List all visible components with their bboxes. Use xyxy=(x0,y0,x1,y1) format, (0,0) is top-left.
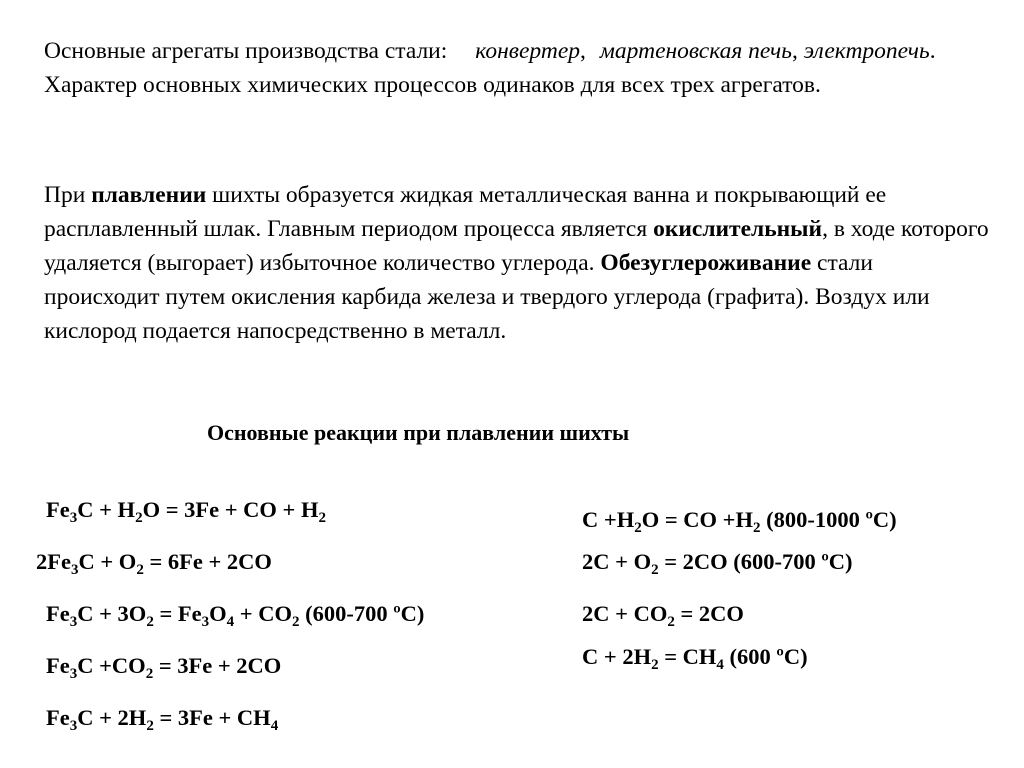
reaction-left-5 xyxy=(46,704,278,732)
melting-bold-1: плавлении xyxy=(91,182,207,208)
subscript: 2 xyxy=(291,614,300,630)
subscript: 2 xyxy=(145,666,154,682)
subscript: 2 xyxy=(146,614,154,630)
formula-text: = CH xyxy=(658,644,717,669)
subscript: 2 xyxy=(752,520,761,536)
formula-text: Fe xyxy=(46,653,70,678)
formula-text: (600-700 ºC) xyxy=(299,601,425,626)
formula-text: C +CO xyxy=(77,653,146,678)
formula-text: Fe xyxy=(46,497,70,522)
subscript: 2 xyxy=(667,614,675,630)
formula-text: O xyxy=(209,601,227,626)
intro-sep-1: , xyxy=(580,38,586,64)
intro-sep-2: , xyxy=(791,38,798,64)
unit-converter: конвертер xyxy=(475,38,581,64)
formula-text: O = 3Fe + CO + H xyxy=(142,497,319,522)
reaction-left-3 xyxy=(46,600,424,628)
formula-text: 2C + CO xyxy=(582,601,668,626)
melting-paragraph xyxy=(44,178,994,348)
melting-text-1: При xyxy=(44,182,92,208)
subscript: 2 xyxy=(146,718,154,734)
reaction-left-2 xyxy=(36,548,272,576)
subscript: 2 xyxy=(136,562,144,578)
formula-text: C + O xyxy=(78,549,137,574)
intro-lead: Основные агрегаты производства стали: xyxy=(44,38,448,64)
formula-text: O = CO +H xyxy=(641,507,753,532)
formula-text: = 3Fe + 2CO xyxy=(153,653,282,678)
formula-text: C + 2H xyxy=(582,644,652,669)
subscript: 3 xyxy=(70,562,79,578)
formula-text: C +H xyxy=(582,507,635,532)
subscript: 3 xyxy=(69,614,78,630)
melting-bold-2: окислительный xyxy=(653,216,823,242)
reaction-right-4 xyxy=(582,643,808,671)
formula-text: (600 ºC) xyxy=(723,644,808,669)
formula-text: = Fe xyxy=(153,601,202,626)
melting-text-2: шихты образуется жидкая металлическая ванна и покрывающий ее расплавленный шлак. Главным периодом процесса является xyxy=(44,182,887,242)
subscript: 2 xyxy=(651,657,659,673)
formula-text: = 6Fe + 2CO xyxy=(143,549,272,574)
melting-text-3: , в ходе которого удаляется (выгорает) избыточное количество углерода. xyxy=(44,216,989,276)
reaction-right-2 xyxy=(582,548,853,576)
reaction-right-1 xyxy=(582,506,897,534)
subscript: 2 xyxy=(651,562,659,578)
subscript: 3 xyxy=(69,718,78,734)
reaction-left-4 xyxy=(46,652,281,680)
melting-bold-3: Обезуглероживание xyxy=(600,250,812,276)
subscript: 4 xyxy=(270,718,279,734)
formula-text: (800-1000 ºC) xyxy=(760,507,897,532)
formula-text: = 2CO xyxy=(674,601,744,626)
formula-text: + CO xyxy=(234,601,292,626)
formula-text: 2C + O xyxy=(582,549,652,574)
subscript: 3 xyxy=(201,614,210,630)
intro-paragraph xyxy=(44,34,994,102)
reactions-title: Основные реакции при плавлении шихты xyxy=(207,420,630,445)
intro-tail: . Характер основных химических процессов одинаков для всех трех агрегатов. xyxy=(44,38,936,98)
subscript: 3 xyxy=(69,510,78,526)
subscript: 3 xyxy=(69,666,78,682)
subscript: 2 xyxy=(135,510,143,526)
subscript: 2 xyxy=(634,520,642,536)
formula-text: Fe xyxy=(46,601,70,626)
melting-text-4: стали происходит путем окисления карбида железа и твердого углерода (графита). Воздух или кислород подается напосредственно в металл. xyxy=(44,250,930,344)
reaction-right-3 xyxy=(582,600,744,628)
formula-text: = 3Fe + CH xyxy=(153,705,271,730)
formula-text: C + H xyxy=(77,497,136,522)
subscript: 2 xyxy=(318,510,327,526)
formula-text: = 2CO (600-700 ºC) xyxy=(658,549,853,574)
unit-open-hearth: мартеновская печь xyxy=(599,38,792,64)
formula-text: C + 3O xyxy=(77,601,147,626)
reaction-left-1 xyxy=(46,496,326,524)
subscript: 4 xyxy=(716,657,724,673)
formula-text: 2Fe xyxy=(36,549,71,574)
subscript: 4 xyxy=(226,614,235,630)
formula-text: Fe xyxy=(46,705,70,730)
unit-electric-furnace: электропечь xyxy=(803,38,930,64)
formula-text: C + 2H xyxy=(77,705,147,730)
